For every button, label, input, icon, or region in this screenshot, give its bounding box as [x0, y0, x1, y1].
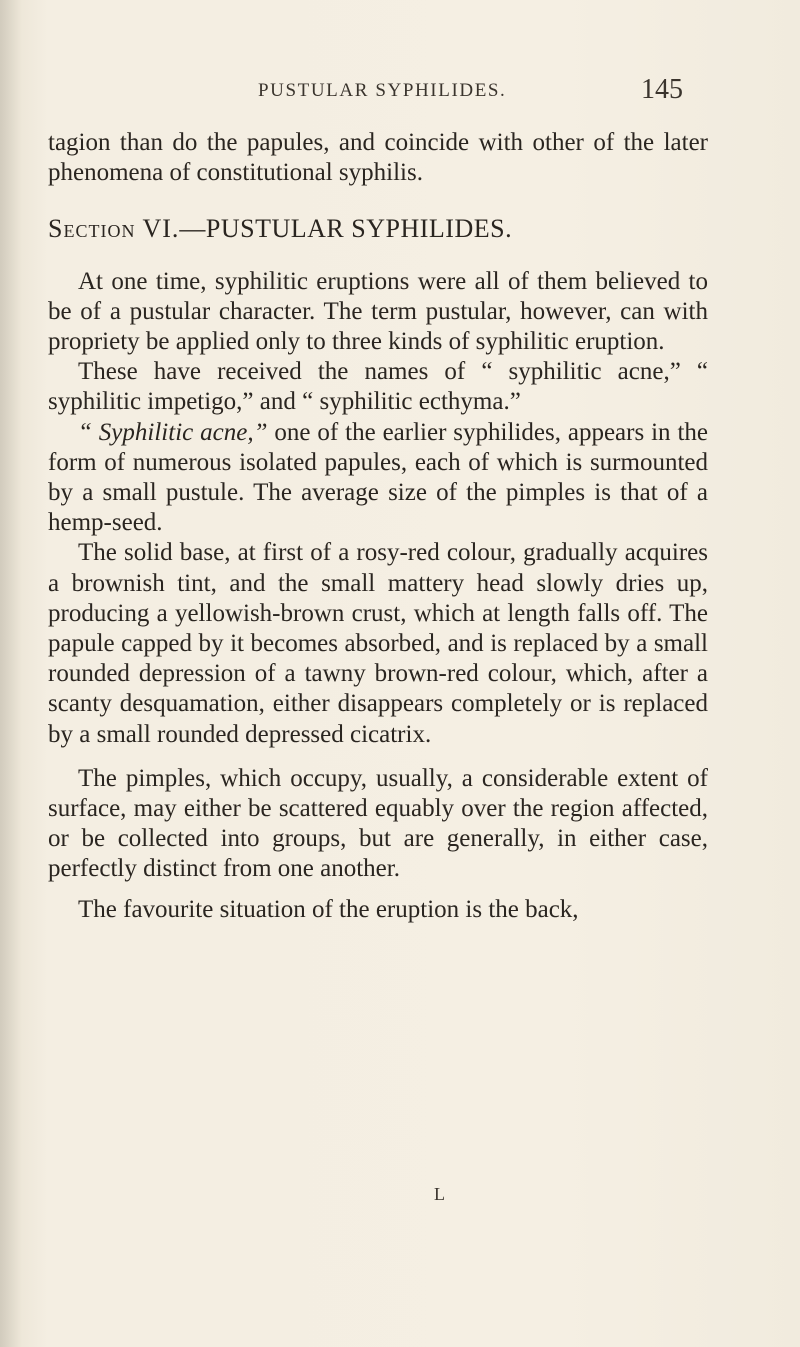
page-number: 145: [641, 74, 683, 105]
continuation-paragraph: tagion than do the papules, and coincide with other of the later phenomena of constitutional syphilis.: [48, 129, 708, 187]
paragraph-5: The pimples, which occupy, usually, a considerable extent of surface, may either be scattered equably over the region affected, or be collected into groups, but are generally, in either case, perfectly distinct from one another.: [48, 764, 708, 883]
paragraph-3-italic: “ Syphilitic acne,”: [78, 418, 268, 446]
paragraph-1: At one time, syphilitic eruptions were all of them believed to be of a pustular character. The term pustular, however, can with propriety be applied only to three kinds of syphilitic eruption.: [48, 267, 708, 356]
spine-shadow: [0, 0, 22, 1347]
signature-mark: L: [434, 1184, 445, 1204]
paragraph-4: The solid base, at first of a rosy-red colour, gradually acquires a brownish tint, and the small mattery head slowly dries up, producing a yellowish-brown crust, which at length falls off. The papule capped by it becomes absorbed, and is replaced by a small rounded depression of a tawny brown-red colour, which, after a scanty desquamation, either disappears completely or is replaced by a small rounded depressed cicatrix.: [48, 539, 708, 748]
body-text: [48, 128, 708, 925]
paragraph-3: [48, 418, 708, 539]
section-heading-prefix: Section VI.: [48, 214, 180, 244]
paragraph-2: These have received the names of “ syphilitic acne,” “ syphilitic impetigo,” and “ syphilitic ecthyma.”: [48, 358, 708, 416]
paragraph-3-rest: one of the earlier syphilides, appears in the form of numerous isolated papules, each of which is surmounted by a small pustule. The average size of the pimples is that of a hemp-seed.: [48, 418, 708, 537]
running-head: PUSTULAR SYPHILIDES.: [258, 80, 507, 101]
paragraph-6: The favourite situation of the eruption is the back,: [78, 895, 579, 923]
section-heading: [48, 214, 708, 244]
section-heading-title: —PUSTULAR SYPHILIDES.: [179, 214, 513, 244]
